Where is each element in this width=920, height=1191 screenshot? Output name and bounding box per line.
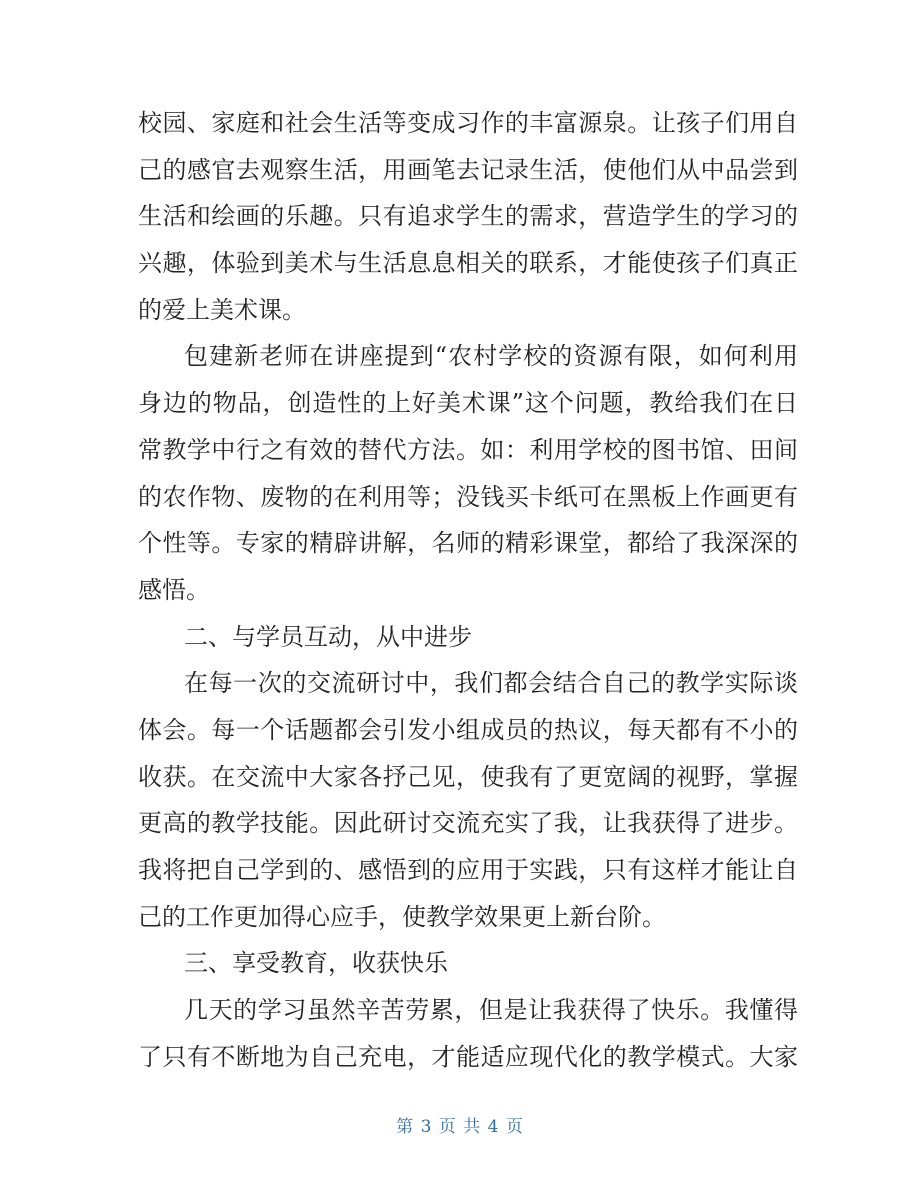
section-heading: 二、与学员互动，从中进步	[184, 622, 472, 651]
text-line: 了只有不断地为自己充电，才能适应现代化的教学模式。大家	[138, 1042, 798, 1071]
text-line: 兴趣，体验到美术与生活息息相关的联系，才能使孩子们真正	[138, 249, 798, 278]
text-line: 生活和绘画的乐趣。只有追求学生的需求，营造学生的学习的	[138, 202, 798, 231]
text-line: 更高的教学技能。因此研讨交流充实了我，让我获得了进步。	[138, 809, 798, 838]
text-line: 在每一次的交流研讨中，我们都会结合自己的教学实际谈	[184, 669, 798, 698]
text-line: 收获。在交流中大家各抒己见，使我有了更宽阔的视野，掌握	[138, 762, 798, 791]
text-line: 的农作物、废物的在利用等；没钱买卡纸可在黑板上作画更有	[138, 482, 798, 511]
text-line: 己的感官去观察生活，用画笔去记录生活，使他们从中品尝到	[138, 155, 798, 184]
text-line: 个性等。专家的精辟讲解，名师的精彩课堂，都给了我深深的	[138, 529, 798, 558]
text-line: 包建新老师在讲座提到“农村学校的资源有限，如何利用	[184, 342, 798, 371]
text-line: 己的工作更加得心应手，使教学效果更上新台阶。	[138, 902, 666, 931]
text-line: 体会。每一个话题都会引发小组成员的热议，每天都有不小的	[138, 715, 798, 744]
text-line: 我将把自己学到的、感悟到的应用于实践，只有这样才能让自	[138, 856, 798, 884]
text-line: 感悟。	[138, 575, 210, 604]
text-line: 的爱上美术课。	[138, 295, 306, 324]
page-number-footer: 第 3 页 共 4 页	[396, 1117, 524, 1137]
text-line: 校园、家庭和社会生活等变成习作的丰富源泉。让孩子们用自	[138, 109, 798, 137]
text-line: 常教学中行之有效的替代方法。如：利用学校的图书馆、田间	[138, 435, 798, 464]
section-heading: 三、享受教育，收获快乐	[184, 949, 448, 978]
document-body	[138, 100, 798, 1080]
text-line: 身边的物品，创造性的上好美术课”这个问题，教给我们在日	[138, 389, 798, 418]
text-line: 几天的学习虽然辛苦劳累，但是让我获得了快乐。我懂得	[184, 996, 798, 1025]
